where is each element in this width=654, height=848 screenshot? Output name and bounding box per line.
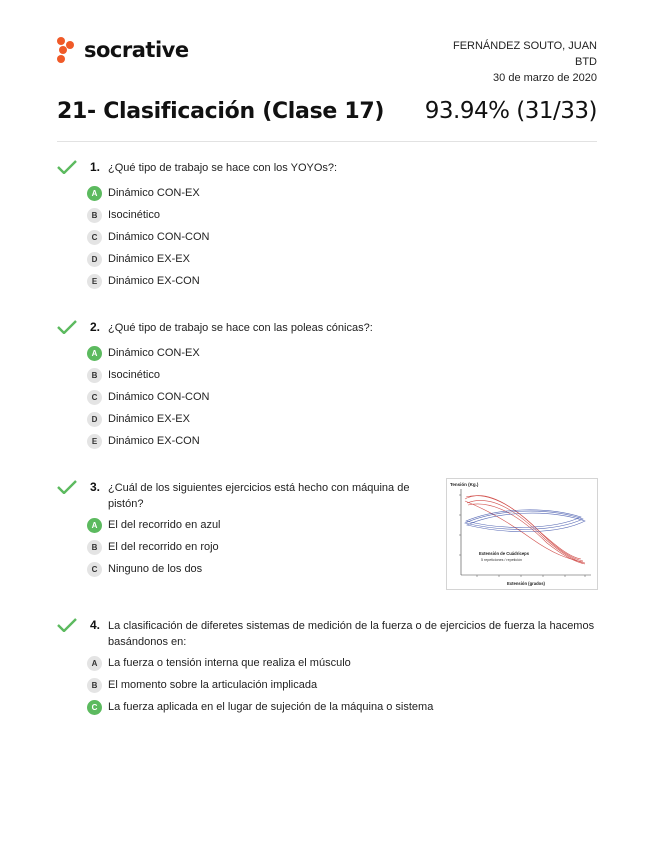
answer-option [57, 364, 597, 386]
answer-letter: B [87, 208, 102, 223]
answer-letter: C [87, 390, 102, 405]
socrative-logo [57, 37, 189, 63]
answer-text: Dinámico CON-CON [108, 391, 210, 403]
answer-text: Dinámico CON-EX [108, 187, 200, 199]
answer-option [57, 696, 597, 718]
answer-letter: E [87, 434, 102, 449]
question-text: ¿Cuál de los siguientes ejercicios está hecho con máquina de pistón? [108, 482, 410, 510]
answer-option [57, 270, 597, 292]
answer-text: Dinámico CON-EX [108, 347, 200, 359]
brand-name: socrative [84, 38, 189, 62]
student-name: FERNÁNDEZ SOUTO, JUAN [452, 40, 597, 52]
answer-option [57, 408, 597, 430]
answer-option [57, 674, 597, 696]
socrative-logo-icon [57, 37, 79, 63]
answer-letter: A [87, 346, 102, 361]
figure-legend-title: Extensión de Cuádriceps [479, 551, 530, 556]
answer-text: La fuerza aplicada en el lugar de sujeción de la máquina o sistema [108, 701, 434, 713]
answer-letter: A [87, 518, 102, 533]
answer-letter: C [87, 562, 102, 577]
answer-text: Dinámico EX-CON [108, 435, 200, 447]
question-text: ¿Qué tipo de trabajo se hace con los YOYOs?: [108, 162, 338, 174]
force-extension-figure [446, 478, 598, 590]
answer-text: Dinámico EX-CON [108, 275, 200, 287]
answer-text: El del recorrido en azul [108, 519, 221, 531]
quiz-score: 93.94% (31/33) [424, 98, 597, 124]
header-divider [57, 141, 597, 142]
answer-option [57, 652, 597, 674]
check-icon [57, 160, 77, 174]
answer-letter: B [87, 540, 102, 555]
question-number: 1. [90, 160, 101, 174]
answer-text: Dinámico EX-EX [108, 253, 190, 265]
question-number: 3. [90, 480, 101, 494]
answer-letter: D [87, 252, 102, 267]
student-info [453, 38, 597, 86]
answer-text: Isocinético [108, 209, 160, 221]
answer-text: Ninguno de los dos [108, 563, 203, 575]
check-icon [57, 480, 77, 494]
figure-legend-sub: 5 repeticiones / repetición [481, 558, 522, 562]
answer-text: Dinámico CON-CON [108, 231, 210, 243]
check-icon [57, 618, 77, 632]
question-text: ¿Qué tipo de trabajo se hace con las poleas cónicas?: [108, 322, 373, 334]
figure-x-label: Extensión (grados) [507, 581, 545, 586]
answer-text: El momento sobre la articulación implicada [108, 679, 318, 691]
report-date: 30 de marzo de 2020 [493, 72, 597, 84]
answer-text: La fuerza o tensión interna que realiza el músculo [108, 657, 351, 669]
answer-option [57, 536, 427, 558]
answer-letter: E [87, 274, 102, 289]
question-number: 2. [90, 320, 101, 334]
answer-option [57, 514, 427, 536]
answer-letter: B [87, 678, 102, 693]
answer-option [57, 386, 597, 408]
answer-option [57, 182, 597, 204]
question-text: La clasificación de diferetes sistemas de medición de la fuerza o de ejercicios de fuerza la hacemos basándonos en: [108, 620, 595, 648]
answer-letter: C [87, 700, 102, 715]
class-name: BTD [575, 56, 597, 68]
answer-text: Dinámico EX-EX [108, 413, 190, 425]
answer-letter: B [87, 368, 102, 383]
question-3 [57, 480, 427, 580]
answer-option [57, 226, 597, 248]
answer-letter: C [87, 230, 102, 245]
question-number: 4. [90, 618, 101, 632]
quiz-title: 21- Clasificación (Clase 17) [57, 99, 385, 124]
answer-option [57, 342, 597, 364]
answer-option [57, 430, 597, 452]
check-icon [57, 320, 77, 334]
question-1 [57, 160, 597, 292]
answer-option [57, 204, 597, 226]
answer-letter: A [87, 186, 102, 201]
answer-letter: A [87, 656, 102, 671]
answer-text: Isocinético [108, 369, 160, 381]
answer-option [57, 248, 597, 270]
figure-y-label: Tensión (Kg.) [450, 482, 479, 487]
question-2 [57, 320, 597, 452]
answer-letter: D [87, 412, 102, 427]
question-4 [57, 618, 597, 718]
force-curve-image [447, 479, 597, 589]
answer-option [57, 558, 427, 580]
answer-text: El del recorrido en rojo [108, 541, 219, 553]
